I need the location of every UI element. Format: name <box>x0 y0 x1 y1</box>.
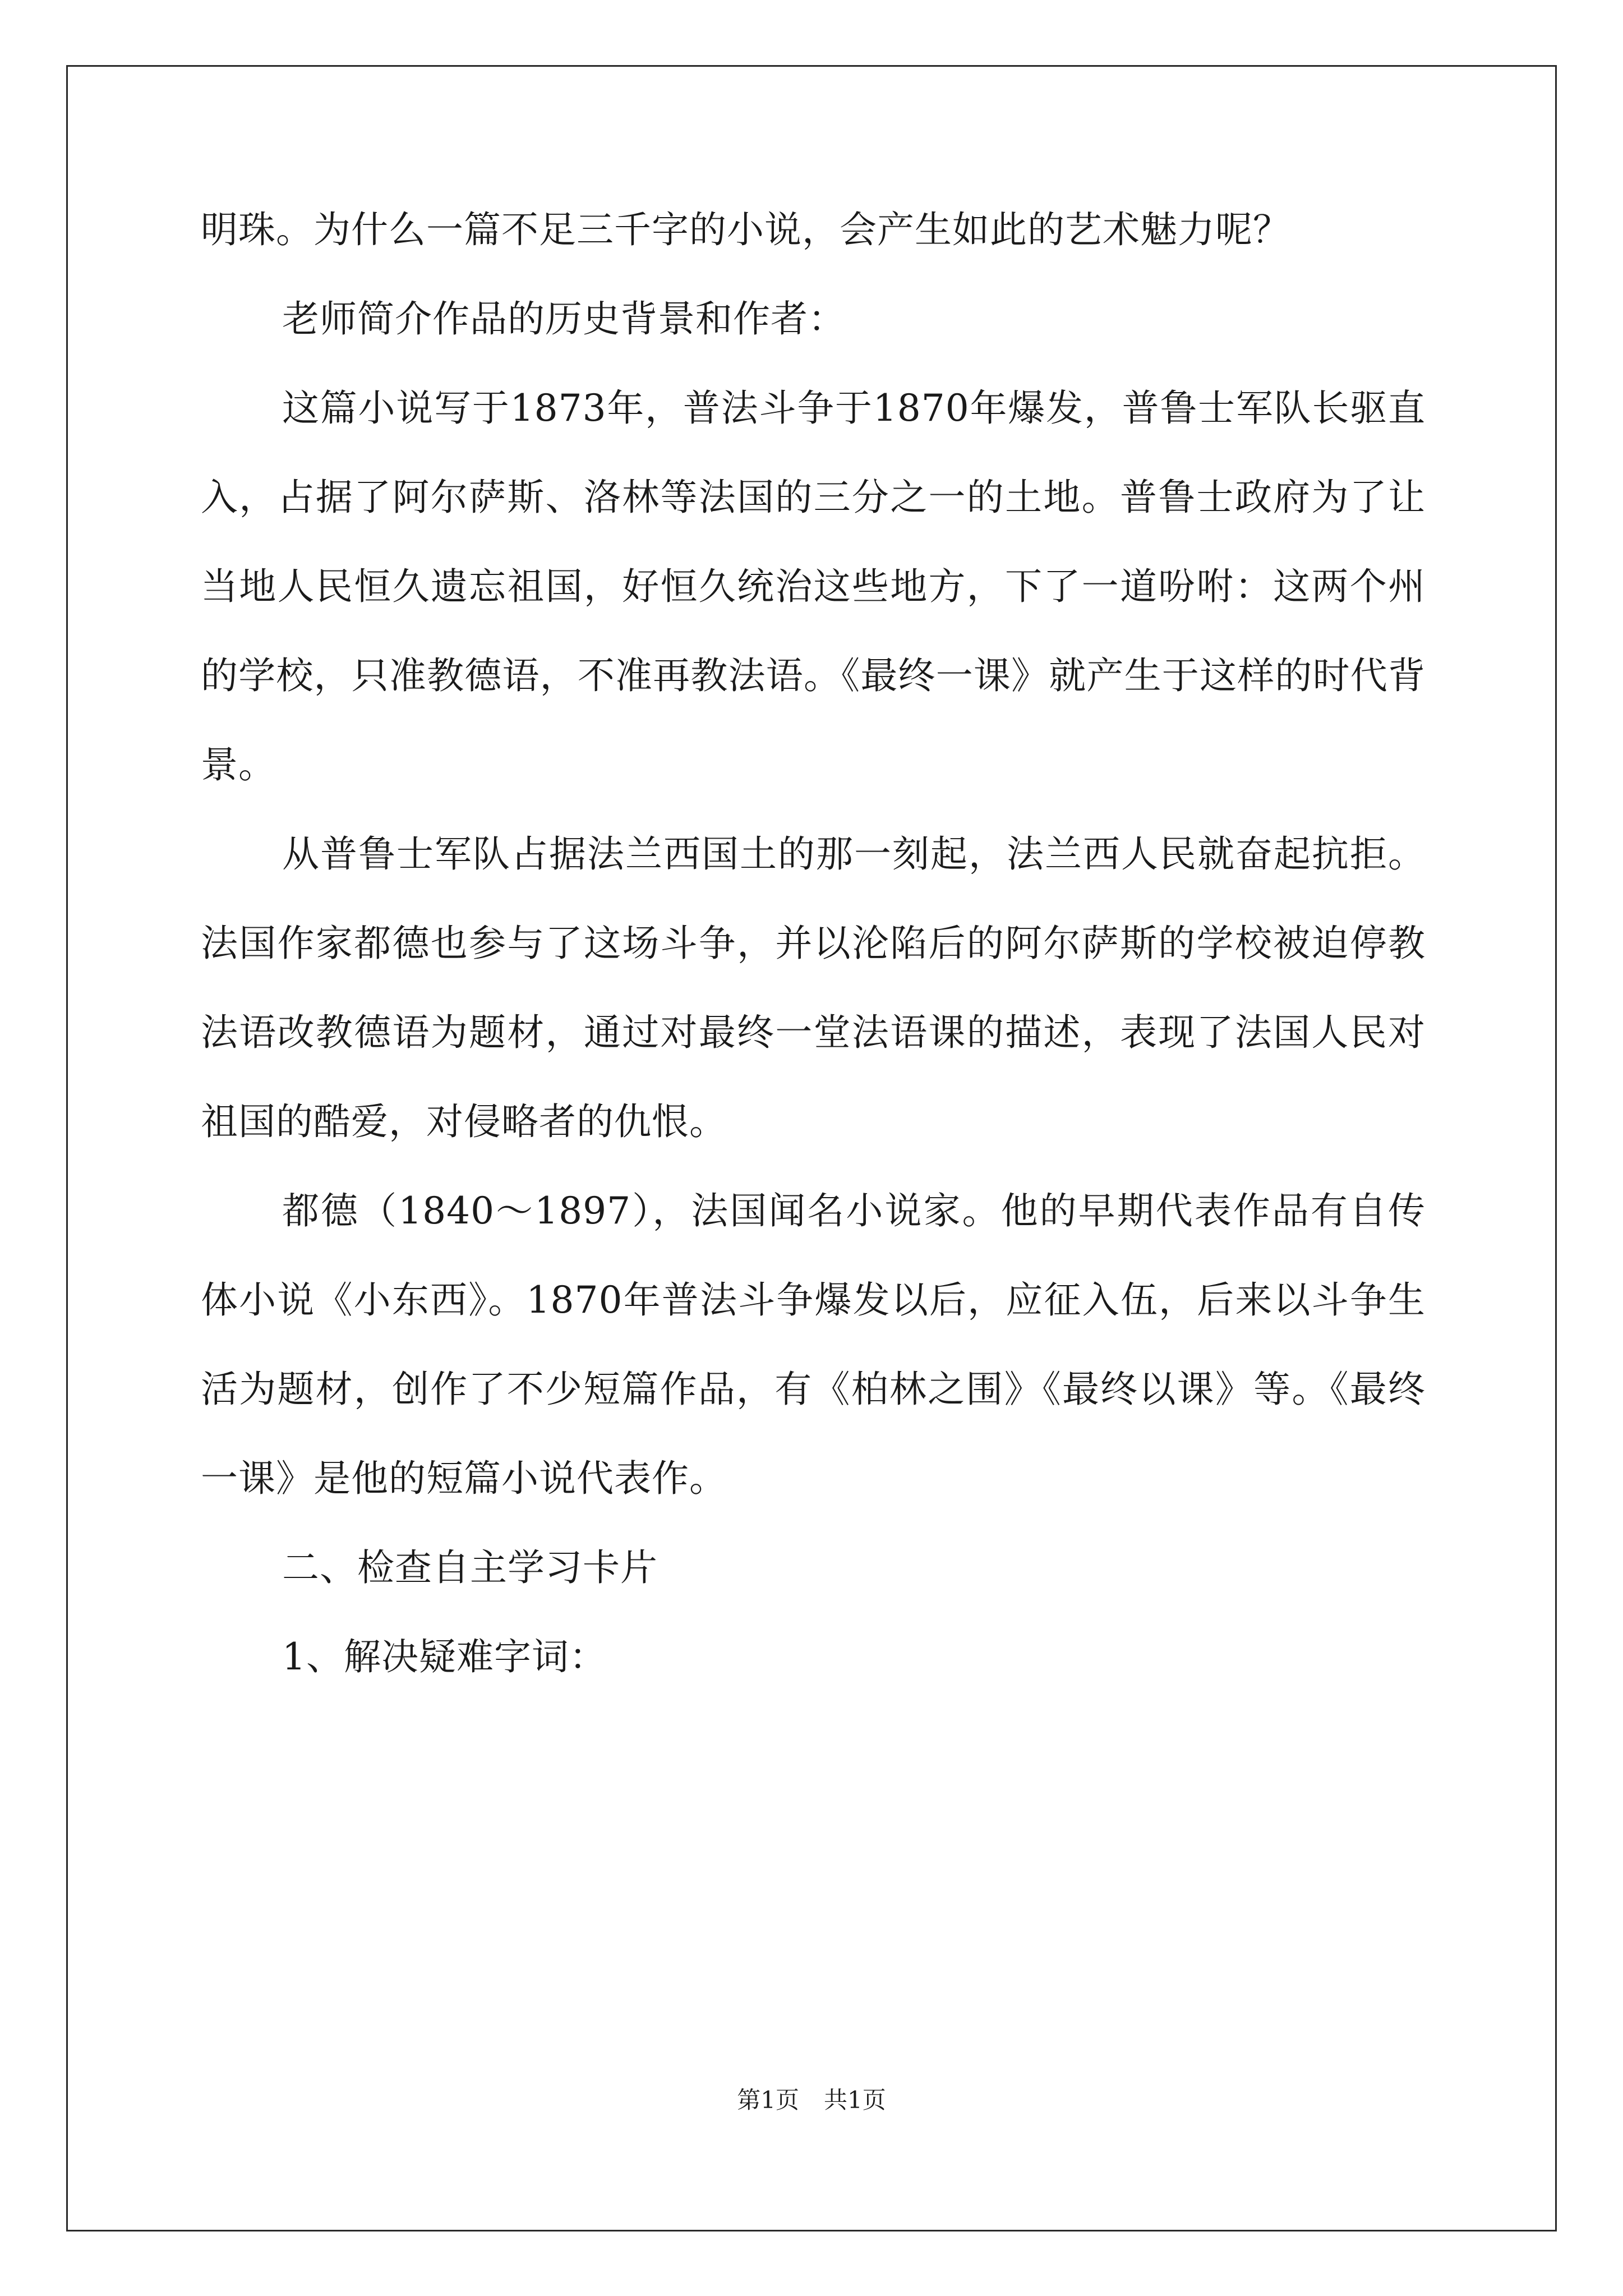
paragraph: 都德（1840～1897），法国闻名小说家。他的早期代表作品有自传体小说《小东西》。1870年普法斗争爆发以后，应征入伍，后来以斗争生活为题材，创作了不少短篇作品，有《柏林之围》《最终以课》等。《最终一课》是他的短篇小说代表作。 <box>201 1189 1426 1500</box>
paragraph: 从普鲁士军队占据法兰西国土的那一刻起，法兰西人民就奋起抗拒。法国作家都德也参与了这场斗争，并以沦陷后的阿尔萨斯的学校被迫停教法语改教德语为题材，通过对最终一堂法语课的描述，表现了法国人民对祖国的酷爱，对侵略者的仇恨。 <box>201 832 1426 1143</box>
list-item: 1、解决疑难字词： <box>282 1635 607 1678</box>
page-footer <box>0 2083 1623 2117</box>
paragraph: 这篇小说写于1873年，普法斗争于1870年爆发，普鲁士军队长驱直入，占据了阿尔萨斯、洛林等法国的三分之一的土地。普鲁士政府为了让当地人民恒久遗忘祖国，好恒久统治这些地方，下了一道吩咐：这两个州的学校，只准教德语，不准再教法语。《最终一课》就产生于这样的时代背景。 <box>201 386 1426 786</box>
paragraph: 老师简介作品的历史背景和作者： <box>282 297 846 341</box>
page-total: 共1页 <box>824 2086 886 2114</box>
paragraph: 明珠。为什么一篇不足三千字的小说，会产生如此的艺术魅力呢？ <box>201 208 1290 251</box>
page-number: 第1页 <box>737 2086 799 2114</box>
document-body <box>201 185 1426 1701</box>
section-heading: 二、检查自主学习卡片 <box>282 1546 658 1589</box>
